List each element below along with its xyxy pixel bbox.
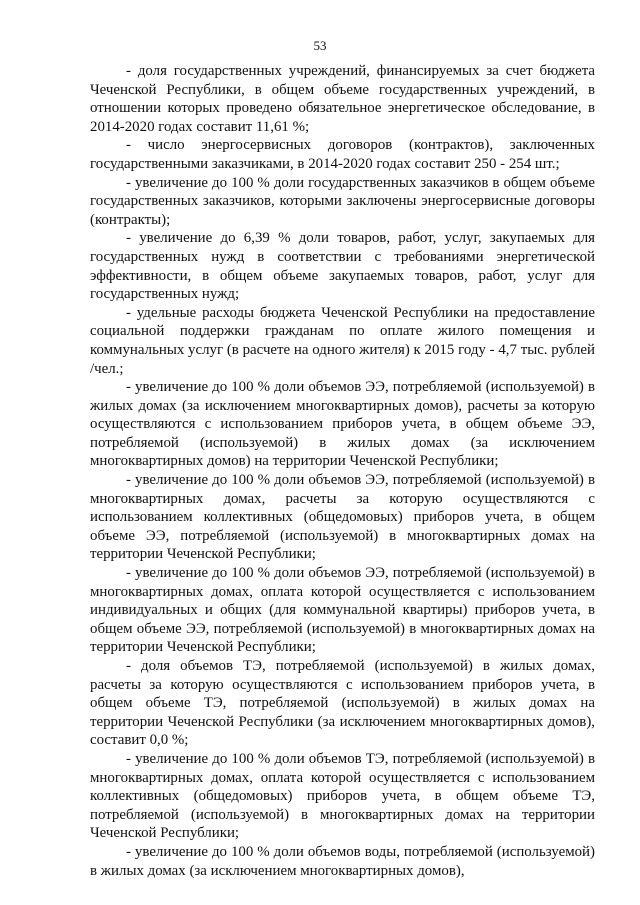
document-body [90, 62, 595, 880]
paragraph: - увеличение до 100 % доли объемов воды, потребляемой (используемой) в жилых домах (за исключением многоквартирных домов), [90, 843, 595, 879]
paragraph: - увеличение до 100 % доли государственных заказчиков в общем объеме государственных заказчиков, которыми заключены энергосервисные договоры (контракты); [90, 174, 595, 228]
paragraph: - доля государственных учреждений, финансируемых за счет бюджета Чеченской Республики, в общем объеме государственных учреждений, в отношении которых проведено обязательное энергетическое обследование, в 2014-2020 годах составит 11,61 %; [90, 63, 595, 135]
page-number: 53 [313, 38, 327, 53]
paragraph: - число энергосервисных договоров (контрактов), заключенных государственными заказчиками, в 2014-2020 годах составит 250 - 254 шт.; [90, 137, 595, 172]
paragraph: - увеличение до 100 % доли объемов ЭЭ, потребляемой (используемой) в жилых домах (за исключением многоквартирных домов), расчеты за которую осуществляются с использованием приборов учета, в общем объеме ЭЭ, потребляемой (используемой) в жилых домах (за исключением многоквартирных домов) на территории Чеченской Республики; [90, 379, 595, 470]
paragraph: - удельные расходы бюджета Чеченской Республики на предоставление социальной поддержки гражданам по оплате жилого помещения и коммунальных услуг (в расчете на одного жителя) к 2015 году - 4,7 тыс. рублей /чел.; [90, 304, 595, 377]
paragraph: - увеличение до 100 % доли объемов ТЭ, потребляемой (используемой) в многоквартирных домах, оплата которой осуществляется с использованием коллективных (общедомовых) приборов учета, в общем объеме ТЭ, потребляемой (используемой) в многоквартирных домах на территории Чеченской Республики; [90, 750, 595, 842]
paragraph: - увеличение до 100 % доли объемов ЭЭ, потребляемой (используемой) в многоквартирных домах, оплата которой осуществляется с использованием индивидуальных и общих (для коммунальной квартиры) приборов учета, в общем объеме ЭЭ, потребляемой (используемой) в многоквартирных домах на территории Чеченской Республики; [90, 565, 595, 656]
paragraph: - увеличение до 100 % доли объемов ЭЭ, потребляемой (используемой) в многоквартирных домах, расчеты за которую осуществляются с использованием коллективных (общедомовых) приборов учета, в общем объеме ЭЭ, потребляемой (используемой) в многоквартирных домах на территории Чеченской Республики; [90, 472, 595, 563]
paragraph: - увеличение до 6,39 % доли товаров, работ, услуг, закупаемых для государственных нужд в соответствии с требованиями энергетической эффективности, в общем объеме закупаемых товаров, работ, услуг для государственных нужд; [90, 230, 595, 303]
paragraph: - доля объемов ТЭ, потребляемой (используемой) в жилых домах, расчеты за которую осуществляются с использованием приборов учета, в общем объеме ТЭ, потребляемой (используемой) в жилых домах на территории Чеченской Республики (за исключением многоквартирных домов), составит 0,0 %; [90, 658, 595, 749]
